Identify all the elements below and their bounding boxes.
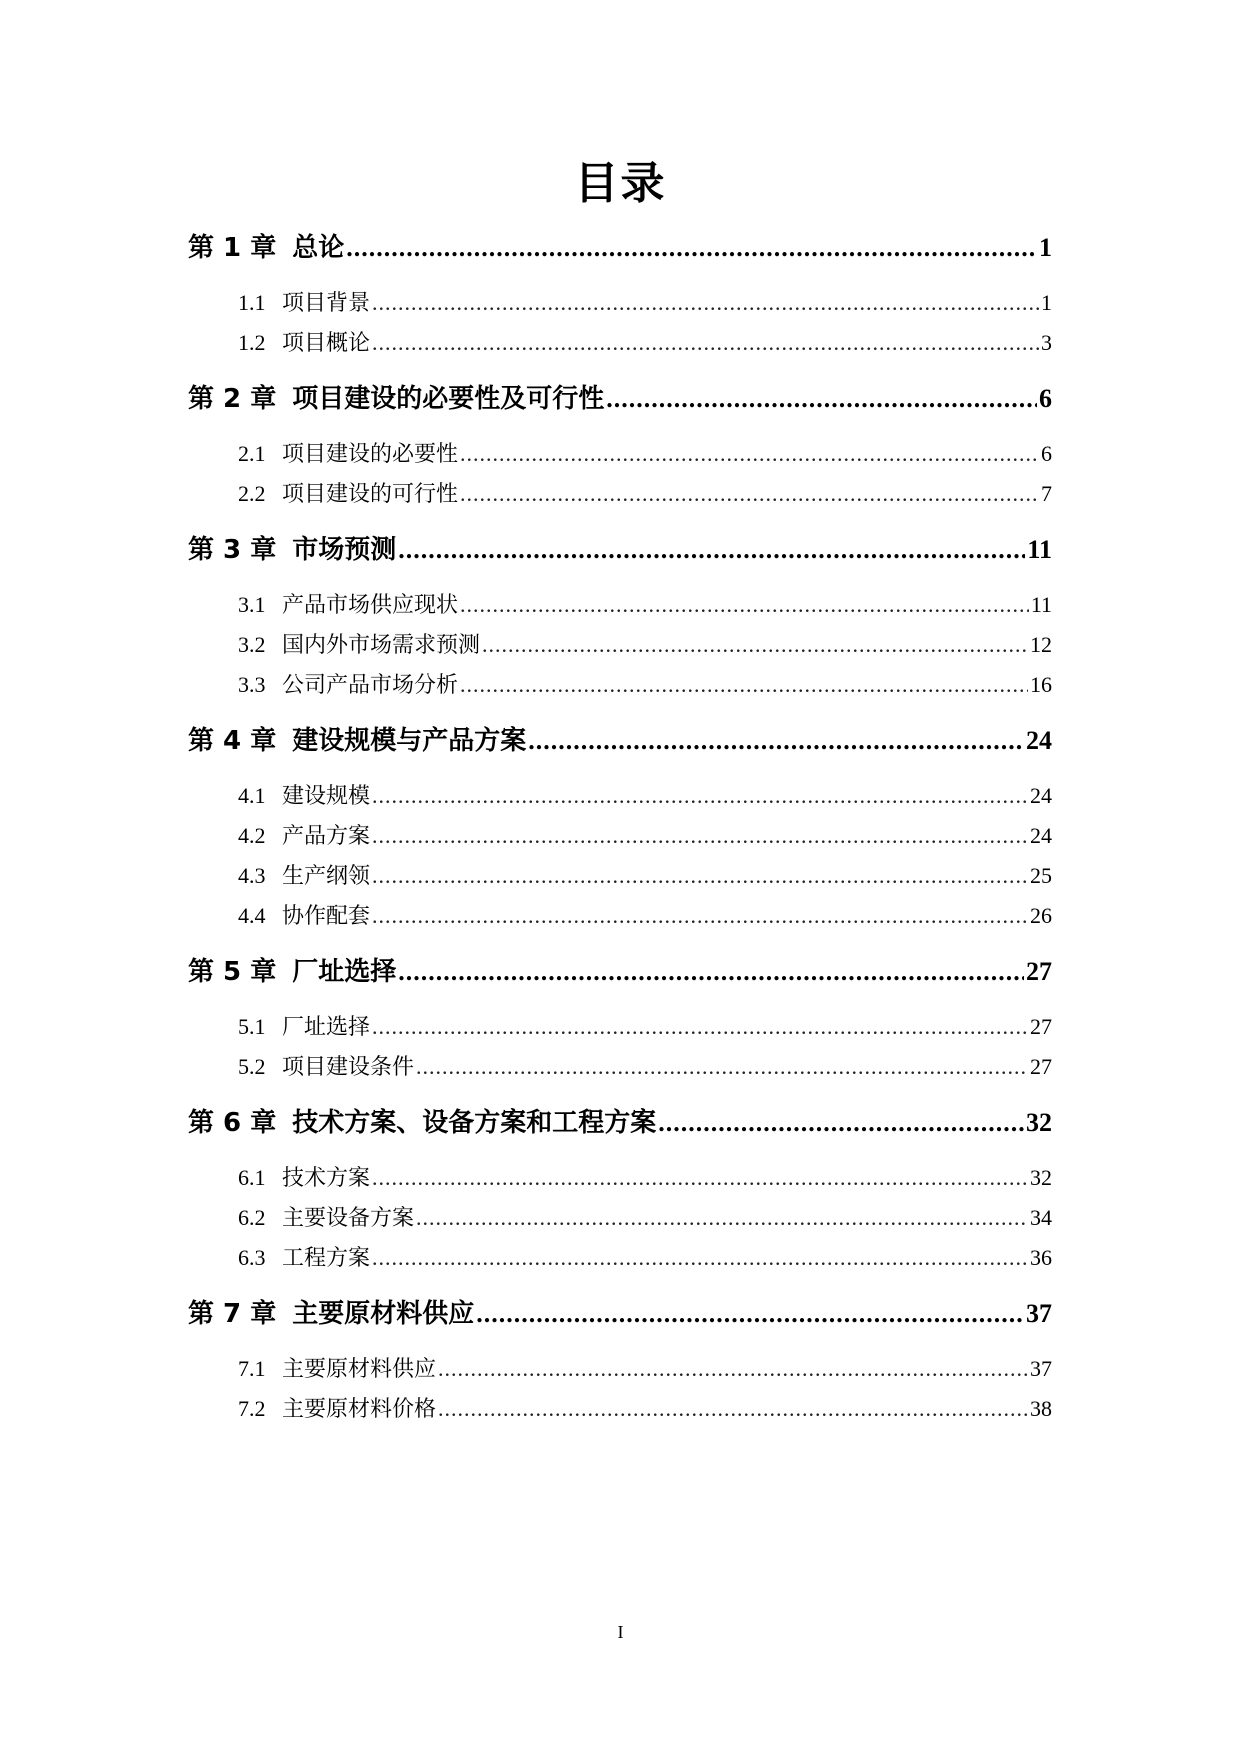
toc-entry-page-number: 24 [1026, 726, 1052, 755]
toc-section-entry[interactable] [238, 1243, 1052, 1273]
toc-entry-title: 工程方案 [282, 1246, 371, 1271]
toc-entry-title: 市场预测 [292, 535, 397, 565]
toc-dot-leader [372, 1012, 1028, 1042]
toc-entry-title: 生产纲领 [282, 864, 371, 889]
toc-section-entry[interactable] [238, 328, 1052, 358]
toc-entry-number: 4.4 [238, 903, 266, 928]
toc-dot-leader [372, 821, 1028, 851]
toc-entry-title: 项目建设条件 [282, 1055, 415, 1080]
toc-dot-leader [606, 381, 1037, 417]
toc-entry-title: 产品方案 [282, 824, 371, 849]
toc-entry-number: 4.2 [238, 823, 266, 848]
toc-entry-number: 第 1 章 [188, 233, 277, 263]
toc-entry-number: 3.3 [238, 672, 266, 697]
toc-entry-number: 5.2 [238, 1054, 266, 1079]
toc-entry-title: 国内外市场需求预测 [282, 633, 481, 658]
toc-dot-leader [416, 1052, 1028, 1082]
toc-dot-leader [658, 1105, 1024, 1141]
toc-chapter-entry[interactable] [188, 532, 1052, 568]
toc-entry-page-number: 1 [1041, 290, 1052, 315]
toc-dot-leader [372, 1163, 1028, 1193]
toc-entry-title: 项目建设的必要性及可行性 [292, 384, 605, 414]
toc-entry-number: 2.2 [238, 481, 266, 506]
toc-entry-page-number: 38 [1030, 1396, 1052, 1421]
toc-dot-leader [482, 630, 1028, 660]
toc-entry-page-number: 7 [1041, 481, 1052, 506]
toc-entry-page-number: 27 [1030, 1054, 1052, 1079]
toc-entry-title: 技术方案 [282, 1166, 371, 1191]
toc-section-entry[interactable] [238, 630, 1052, 660]
toc-entry-title: 建设规模与产品方案 [292, 726, 527, 756]
toc-section-entry[interactable] [238, 1354, 1052, 1384]
toc-dot-leader [528, 723, 1024, 759]
toc-section-entry[interactable] [238, 288, 1052, 318]
toc-dot-leader [372, 861, 1028, 891]
toc-dot-leader [372, 328, 1039, 358]
toc-dot-leader [346, 230, 1037, 266]
toc-entry-page-number: 26 [1030, 903, 1052, 928]
page-number-footer: I [617, 1622, 624, 1642]
toc-dot-leader [476, 1296, 1024, 1332]
toc-entry-number: 6.3 [238, 1245, 266, 1270]
toc-chapter-entry[interactable] [188, 230, 1052, 266]
toc-entry-number: 5.1 [238, 1014, 266, 1039]
toc-entry-title: 项目建设的可行性 [282, 482, 459, 507]
toc-entry-title: 产品市场供应现状 [282, 593, 459, 618]
toc-section-entry[interactable] [238, 1052, 1052, 1082]
toc-entry-number: 第 5 章 [188, 957, 277, 987]
toc-entry-page-number: 6 [1041, 441, 1052, 466]
toc-entry-number: 1.2 [238, 330, 266, 355]
toc-entry-page-number: 16 [1030, 672, 1052, 697]
toc-dot-leader [460, 670, 1028, 700]
toc-entry-page-number: 25 [1030, 863, 1052, 888]
toc-dot-leader [398, 954, 1024, 990]
toc-entry-number: 6.1 [238, 1165, 266, 1190]
toc-entry-title: 建设规模 [282, 784, 371, 809]
toc-entry-page-number: 11 [1027, 535, 1052, 564]
toc-entry-title: 主要原材料供应 [282, 1357, 437, 1382]
toc-dot-leader [372, 1243, 1028, 1273]
toc-entry-page-number: 24 [1030, 783, 1052, 808]
toc-section-entry[interactable] [238, 590, 1052, 620]
toc-dot-leader [372, 901, 1028, 931]
toc-dot-leader [460, 439, 1039, 469]
toc-entry-number: 4.3 [238, 863, 266, 888]
toc-entry-page-number: 32 [1026, 1108, 1052, 1137]
toc-entry-number: 3.2 [238, 632, 266, 657]
toc-section-entry[interactable] [238, 439, 1052, 469]
toc-entry-title: 项目背景 [282, 291, 371, 316]
toc-section-entry[interactable] [238, 781, 1052, 811]
toc-entry-page-number: 11 [1030, 592, 1052, 617]
toc-entry-title: 厂址选择 [282, 1015, 371, 1040]
toc-entry-number: 第 2 章 [188, 384, 277, 414]
toc-entry-page-number: 24 [1030, 823, 1052, 848]
toc-entry-page-number: 1 [1039, 233, 1052, 262]
toc-entry-number: 第 7 章 [188, 1299, 277, 1329]
toc-entry-number: 3.1 [238, 592, 266, 617]
toc-entry-number: 7.2 [238, 1396, 266, 1421]
toc-entry-title: 主要原材料供应 [292, 1299, 475, 1329]
toc-dot-leader [438, 1354, 1028, 1384]
toc-entry-page-number: 3 [1041, 330, 1052, 355]
toc-chapter-entry[interactable] [188, 723, 1052, 759]
toc-section-entry[interactable] [238, 1394, 1052, 1424]
toc-entry-number: 第 3 章 [188, 535, 277, 565]
toc-entry-title: 协作配套 [282, 904, 371, 929]
toc-dot-leader [372, 288, 1039, 318]
toc-section-entry[interactable] [238, 861, 1052, 891]
toc-entry-number: 第 6 章 [188, 1108, 277, 1138]
toc-entry-number: 6.2 [238, 1205, 266, 1230]
toc-entry-page-number: 36 [1030, 1245, 1052, 1270]
toc-entry-number: 2.1 [238, 441, 266, 466]
toc-section-entry[interactable] [238, 479, 1052, 509]
toc-entry-title: 厂址选择 [292, 957, 397, 987]
toc-section-entry[interactable] [238, 1163, 1052, 1193]
toc-entry-title: 项目建设的必要性 [282, 442, 459, 467]
toc-section-entry[interactable] [238, 1203, 1052, 1233]
toc-entry-title: 主要原材料价格 [282, 1397, 437, 1422]
toc-section-entry[interactable] [238, 821, 1052, 851]
toc-entry-title: 技术方案、设备方案和工程方案 [292, 1108, 657, 1138]
toc-chapter-entry[interactable] [188, 1105, 1052, 1141]
toc-dot-leader [438, 1394, 1028, 1424]
toc-dot-leader [460, 590, 1029, 620]
toc-entry-page-number: 27 [1030, 1014, 1052, 1039]
toc-section-entry[interactable] [238, 1012, 1052, 1042]
toc-chapter-entry[interactable] [188, 1296, 1052, 1332]
toc-entry-number: 7.1 [238, 1356, 266, 1381]
toc-chapter-entry[interactable] [188, 954, 1052, 990]
toc-section-entry[interactable] [238, 901, 1052, 931]
toc-entry-title: 项目概论 [282, 331, 371, 356]
toc-dot-leader [416, 1203, 1028, 1233]
toc-dot-leader [398, 532, 1025, 568]
toc-dot-leader [460, 479, 1039, 509]
toc-section-entry[interactable] [238, 670, 1052, 700]
toc-entry-number: 第 4 章 [188, 726, 277, 756]
toc-entry-page-number: 37 [1026, 1299, 1052, 1328]
toc-entry-page-number: 27 [1026, 957, 1052, 986]
toc-entry-page-number: 34 [1030, 1205, 1052, 1230]
toc-entry-number: 4.1 [238, 783, 266, 808]
toc-entry-page-number: 37 [1030, 1356, 1052, 1381]
page-title: 目录 [574, 158, 667, 209]
toc-dot-leader [372, 781, 1028, 811]
toc-entry-page-number: 12 [1030, 632, 1052, 657]
toc-entry-number: 1.1 [238, 290, 266, 315]
toc-entry-page-number: 32 [1030, 1165, 1052, 1190]
toc-entry-title: 总论 [292, 233, 345, 263]
toc-entry-title: 公司产品市场分析 [282, 673, 459, 698]
toc-entry-page-number: 6 [1039, 384, 1052, 413]
toc-chapter-entry[interactable] [188, 381, 1052, 417]
toc-entry-title: 主要设备方案 [282, 1206, 415, 1231]
